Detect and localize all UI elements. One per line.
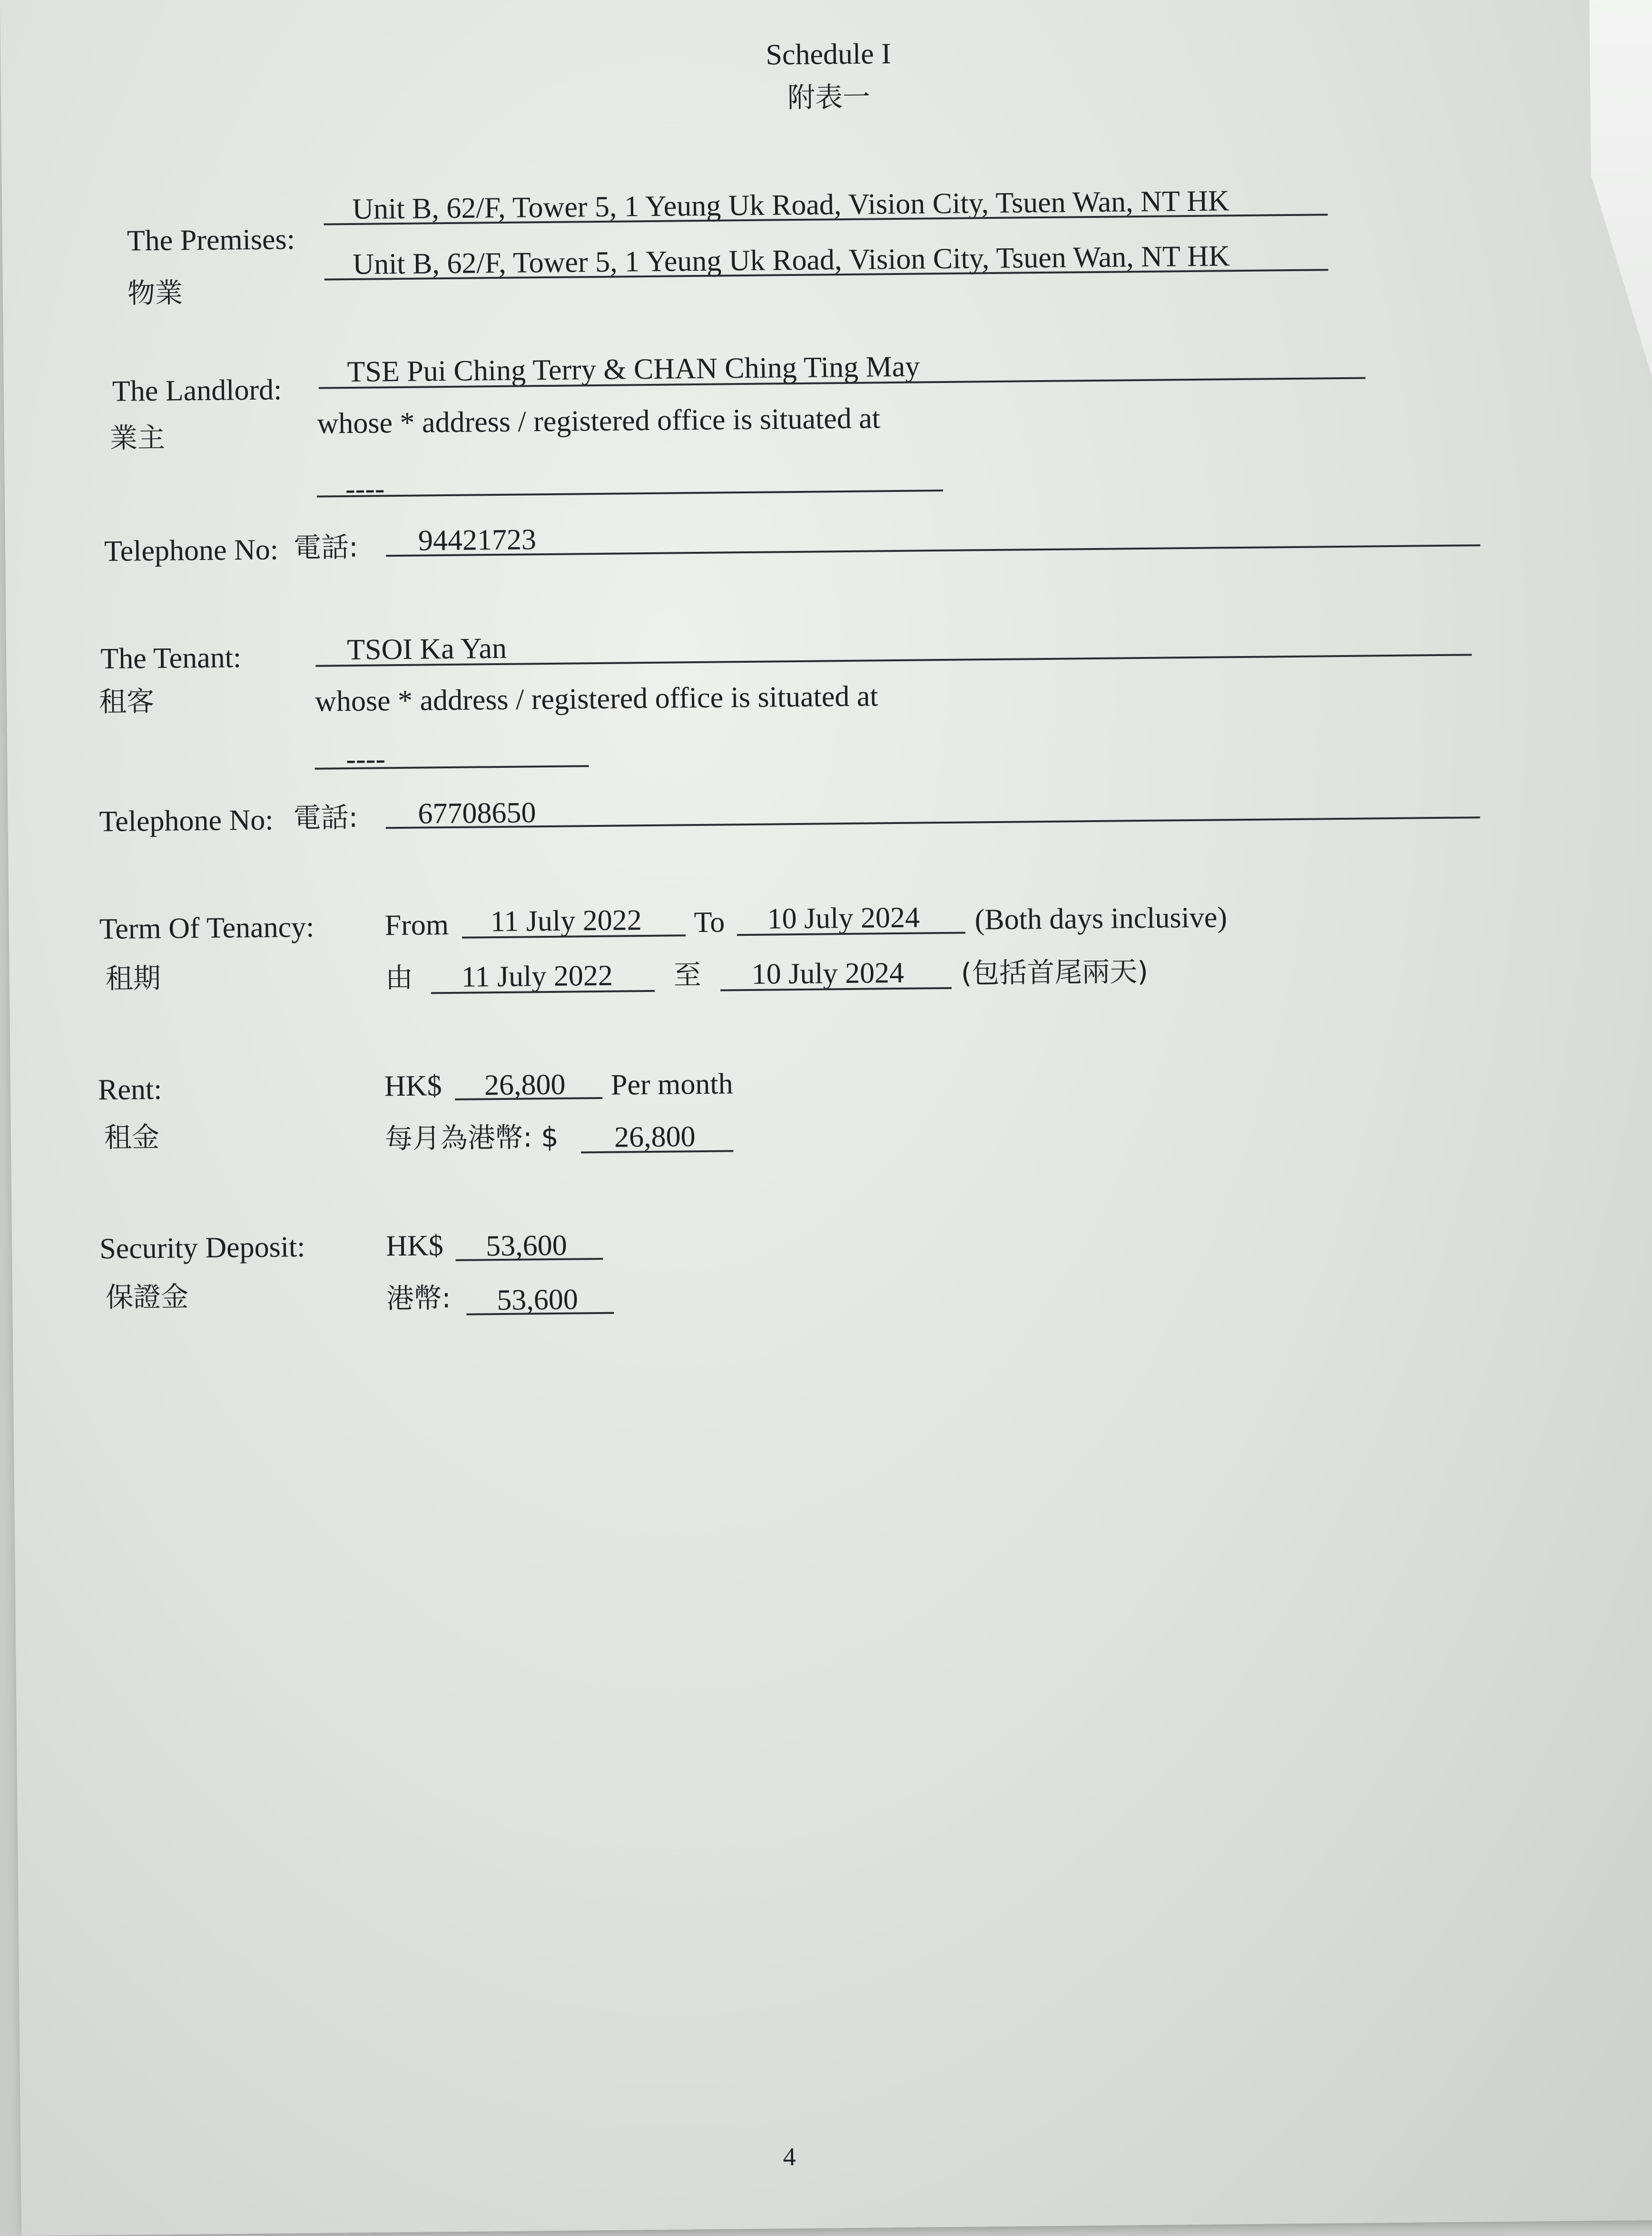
landlord-address-underline	[317, 490, 943, 498]
premises-label: The Premises:	[127, 223, 295, 257]
tenant-label-zh: 租客	[98, 685, 155, 718]
term-label-zh: 租期	[105, 961, 161, 995]
deposit-currency-zh: 港幣:	[386, 1282, 452, 1315]
tenant-phone-label-zh: 電話:	[293, 801, 358, 834]
landlord-phone-underline	[386, 544, 1480, 557]
premises-value: Unit B, 62/F, Tower 5, 1 Yeung Uk Road, Vision City, Tsuen Wan, NT HK	[352, 185, 1230, 226]
term-start-date-zh: 11 July 2022	[461, 959, 613, 993]
rent-period: Per month	[610, 1068, 733, 1101]
rent-label-zh: 租金	[104, 1120, 160, 1154]
rent-currency: HK$	[384, 1069, 442, 1103]
term-to-label-zh: 至	[673, 958, 702, 991]
schedule-title: Schedule I	[766, 38, 892, 71]
term-label: Term Of Tenancy:	[99, 911, 315, 946]
tenant-label: The Tenant:	[100, 641, 242, 676]
landlord-label-zh: 業主	[109, 421, 166, 454]
deposit-amount-zh: 53,600	[496, 1283, 579, 1317]
term-to-label: To	[694, 906, 725, 939]
tenant-name: TSOI Ka Yan	[346, 632, 507, 667]
deposit-currency: HK$	[385, 1229, 444, 1263]
landlord-phone: 94421723	[418, 523, 537, 557]
tenant-address-note: whose * address / registered office is situated at	[315, 680, 878, 718]
term-start-date: 11 July 2022	[490, 904, 642, 938]
tenant-address: ----	[346, 743, 386, 776]
page-curl	[1589, 0, 1652, 461]
page-number: 4	[783, 2142, 796, 2171]
term-inclusive-note: (Both days inclusive)	[974, 901, 1228, 936]
deposit-amount: 53,600	[485, 1229, 568, 1263]
deposit-label-zh: 保證金	[105, 1280, 189, 1314]
landlord-address-note: whose * address / registered office is situated at	[317, 402, 881, 440]
premises-label-zh: 物業	[127, 276, 183, 310]
tenant-phone: 67708650	[418, 796, 536, 830]
premises-value-zh: Unit B, 62/F, Tower 5, 1 Yeung Uk Road, Vision City, Tsuen Wan, NT HK	[353, 240, 1230, 281]
tenant-phone-label: Telephone No:	[99, 804, 274, 838]
rent-amount-zh: 26,800	[614, 1120, 696, 1154]
landlord-phone-label-zh: 電話:	[293, 530, 358, 564]
rent-prefix-zh: 每月為港幣: $	[384, 1120, 559, 1155]
landlord-address: ----	[345, 472, 385, 506]
deposit-label: Security Deposit:	[99, 1230, 305, 1265]
rent-amount: 26,800	[484, 1068, 566, 1102]
term-from-label-zh: 由	[385, 961, 413, 994]
schedule-title-zh: 附表一	[787, 80, 871, 114]
term-inclusive-note-zh: (包括首尾兩天)	[961, 955, 1149, 990]
tenant-phone-underline	[386, 816, 1480, 829]
term-end-date: 10 July 2024	[767, 901, 920, 935]
landlord-name: TSE Pui Ching Terry & CHAN Ching Ting May	[347, 350, 920, 389]
term-from-label: From	[384, 909, 449, 942]
term-end-date-zh: 10 July 2024	[751, 956, 905, 991]
rent-label: Rent:	[98, 1073, 162, 1107]
landlord-phone-label: Telephone No:	[104, 533, 279, 568]
landlord-label: The Landlord:	[112, 373, 282, 408]
